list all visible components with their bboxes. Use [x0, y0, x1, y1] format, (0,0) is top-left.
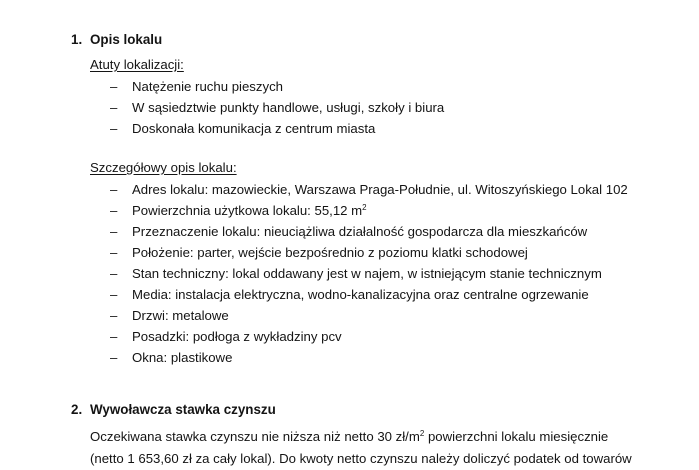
area-superscript: 2: [362, 203, 367, 212]
list-item: [110, 221, 628, 242]
dash-bullet: –: [110, 79, 118, 94]
atuty-list: [110, 76, 444, 139]
section-1-number: 1.: [71, 32, 83, 47]
list-item: [110, 97, 444, 118]
dash-bullet: –: [110, 121, 118, 136]
list-item-text: Przeznaczenie lokalu: nieuciążliwa działalność gospodarcza dla mieszkańców: [132, 224, 588, 239]
rent-line-1: [90, 426, 650, 448]
section-2-title: Wywoławcza stawka czynszu: [90, 402, 276, 417]
dash-bullet: –: [110, 182, 118, 197]
section-2-heading: [71, 402, 276, 417]
list-item: [110, 242, 628, 263]
atuty-heading: Atuty lokalizacji:: [90, 57, 184, 72]
list-item-text: Stan techniczny: lokal oddawany jest w najem, w istniejącym stanie technicznym: [132, 266, 602, 281]
list-item: [110, 118, 444, 139]
dash-bullet: –: [110, 287, 118, 302]
szczegoly-list: [110, 179, 628, 368]
szczegoly-heading: Szczegółowy opis lokalu:: [90, 160, 237, 175]
dash-bullet: –: [110, 266, 118, 281]
dash-bullet: –: [110, 203, 118, 218]
dash-bullet: –: [110, 350, 118, 365]
list-item: [110, 76, 444, 97]
list-item: [110, 326, 628, 347]
section-1-heading: [71, 32, 162, 47]
list-item-text: Natężenie ruchu pieszych: [132, 79, 284, 94]
list-item-text: W sąsiedztwie punkty handlowe, usługi, szkoły i biura: [132, 100, 445, 115]
list-item-text: Media: instalacja elektryczna, wodno-kanalizacyjna oraz centralne ogrzewanie: [132, 287, 589, 302]
rent-line-2: (netto 1 653,60 zł za cały lokal). Do kwoty netto czynszu należy doliczyć podatek od towarów: [90, 450, 632, 466]
list-item: [110, 200, 628, 221]
list-item: [110, 179, 628, 200]
dash-bullet: –: [110, 100, 118, 115]
list-item-text: Adres lokalu: mazowieckie, Warszawa Praga-Południe, ul. Witoszyńskiego Lokal 102: [132, 182, 628, 197]
rent-line-1-text: Oczekiwana stawka czynszu nie niższa niż netto 30 zł/m: [90, 429, 420, 444]
dash-bullet: –: [110, 224, 118, 239]
rent-paragraph: [90, 426, 650, 469]
rent-superscript: 2: [419, 429, 425, 438]
list-item-text: Doskonała komunikacja z centrum miasta: [132, 121, 376, 136]
rent-line-1-tail: powierzchni lokalu miesięcznie: [424, 429, 609, 444]
list-item: [110, 305, 628, 326]
list-item-text: Posadzki: podłoga z wykładziny pcv: [132, 329, 342, 344]
list-item: [110, 263, 628, 284]
list-item-text: Powierzchnia użytkowa lokalu: 55,12 m: [132, 203, 363, 218]
list-item-text: Położenie: parter, wejście bezpośrednio z poziomu klatki schodowej: [132, 245, 528, 260]
section-1-title: Opis lokalu: [90, 32, 163, 47]
list-item: [110, 347, 628, 368]
dash-bullet: –: [110, 245, 118, 260]
list-item: [110, 284, 628, 305]
list-item-text: Okna: plastikowe: [132, 350, 233, 365]
list-item-text: Drzwi: metalowe: [132, 308, 229, 323]
dash-bullet: –: [110, 308, 118, 323]
dash-bullet: –: [110, 329, 118, 344]
section-2-number: 2.: [71, 402, 83, 417]
